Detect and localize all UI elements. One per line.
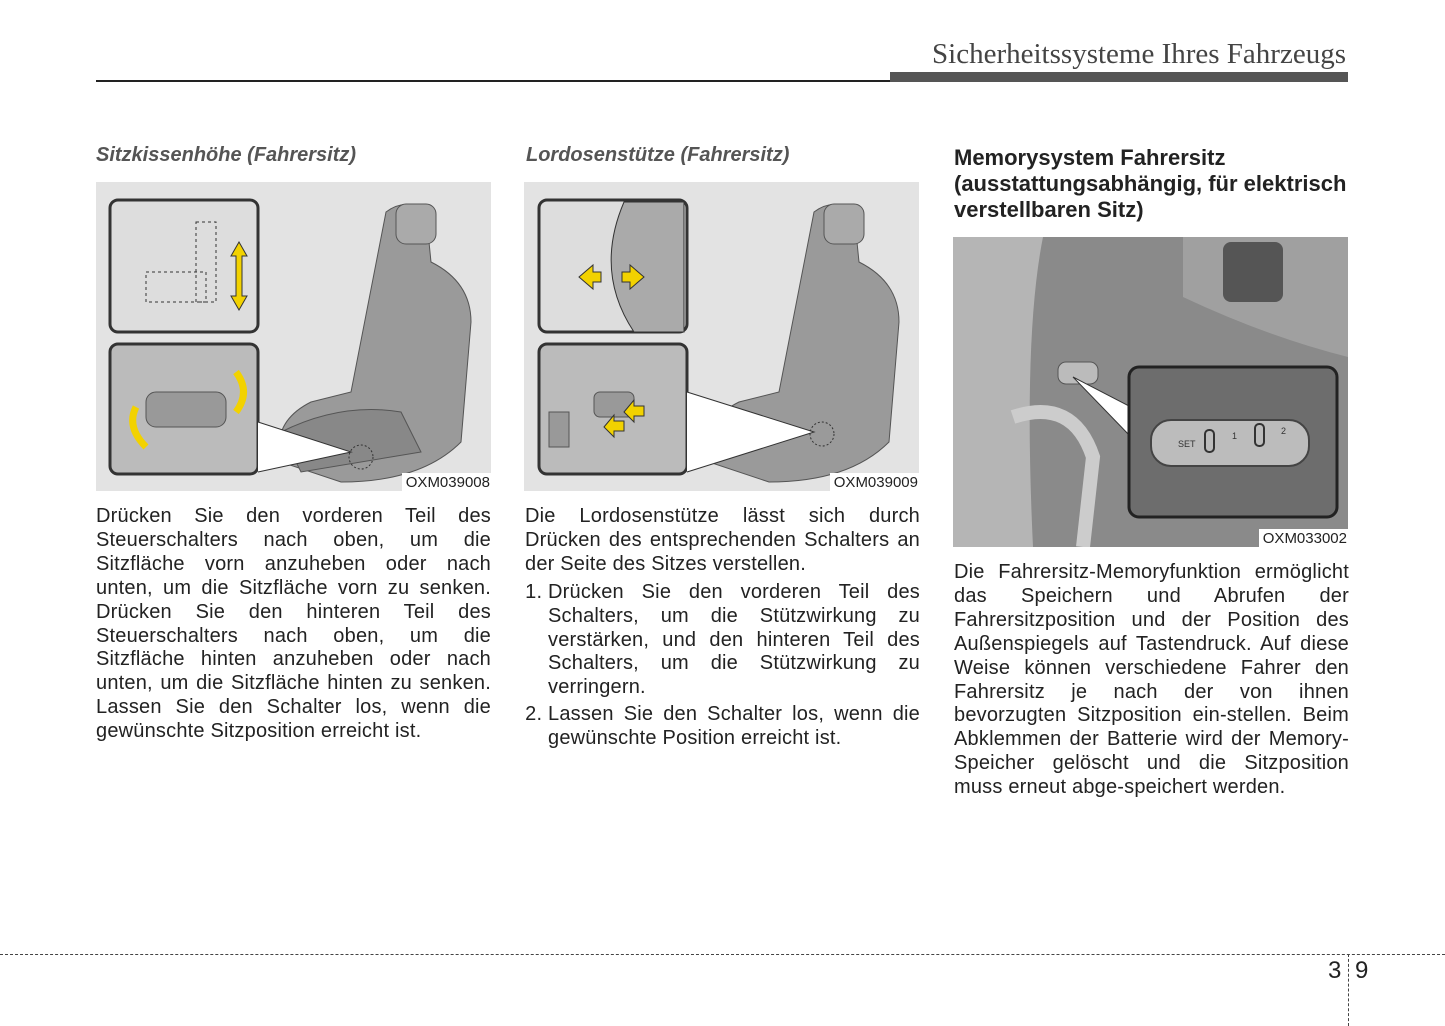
step-1: 1. Drücken Sie den vorderen Teil des Schalters, um die Stützwirkung zu verstärken, und den hinteren Teil des Schalters, um die Stützwirkung zu verringern. <box>548 581 920 701</box>
lumbar-figure <box>524 182 919 491</box>
seat-illustration <box>96 182 491 491</box>
memory-2-label: 2 <box>1281 426 1287 436</box>
footer-rule <box>0 954 1445 955</box>
figure-code: OXM039009 <box>830 473 919 491</box>
door-illustration <box>953 237 1348 547</box>
header-bar <box>890 72 1348 82</box>
figure-code: OXM039008 <box>402 473 491 491</box>
lumbar-subtitle: Lordosenstütze (Fahrersitz) <box>526 144 790 166</box>
chapter-number: 3 <box>1328 957 1342 984</box>
lumbar-text <box>525 505 920 754</box>
footer-divider <box>1348 954 1349 1026</box>
memory-text: Die Fahrersitz-Memoryfunktion ermöglicht das Speichern und Abrufen der Fahrersitzposition und der Position des Außenspiegels auf Tastendruck. Auf diese Weise können verschiedene Fahrer den Fahrersitz je nach der von ihnen bevorzugten Sitzposition ein-stellen. Beim Abklemmen der Batterie wird der Memory-Speicher gelöscht und die Sitzposition muss erneut abge-speichert werden. <box>954 561 1349 799</box>
memory-heading: Memorysystem Fahrersitz (ausstattungsabhängig, für elektrisch verstellbaren Sitz) <box>954 145 1347 222</box>
seat-height-subtitle: Sitzkissenhöhe (Fahrersitz) <box>96 144 357 166</box>
memory-figure <box>953 237 1348 547</box>
header-rule <box>96 80 896 82</box>
lumbar-intro: Die Lordosenstütze lässt sich durch Drücken des entsprechenden Schalters an der Seite des Sitzes verstellen. <box>525 505 920 575</box>
seat-height-text: Drücken Sie den vorderen Teil des Steuerschalters nach oben, um die Sitzfläche vorn anzuheben oder nach unten, um die Sitzfläche vorn zu senken. Drücken Sie den hinteren Teil des Steuerschalters nach oben, um die Sitzfläche hinten anzuheben oder nach unten, um die Sitzfläche hinten zu senken. Lassen Sie den Schalter los, wenn die gewünschte Sitzposition erreicht ist. <box>96 505 491 743</box>
section-title: Sicherheitssysteme Ihres Fahrzeugs <box>932 38 1346 70</box>
set-button-label: SET <box>1178 439 1196 449</box>
lumbar-seat-illustration <box>524 182 919 491</box>
memory-1-label: 1 <box>1232 431 1238 441</box>
figure-code: OXM033002 <box>1259 529 1348 547</box>
seat-height-figure <box>96 182 491 491</box>
lumbar-steps <box>525 581 920 751</box>
step-2: 2. Lassen Sie den Schalter los, wenn die gewünschte Position erreicht ist. <box>548 703 920 751</box>
page-number: 9 <box>1355 957 1369 984</box>
